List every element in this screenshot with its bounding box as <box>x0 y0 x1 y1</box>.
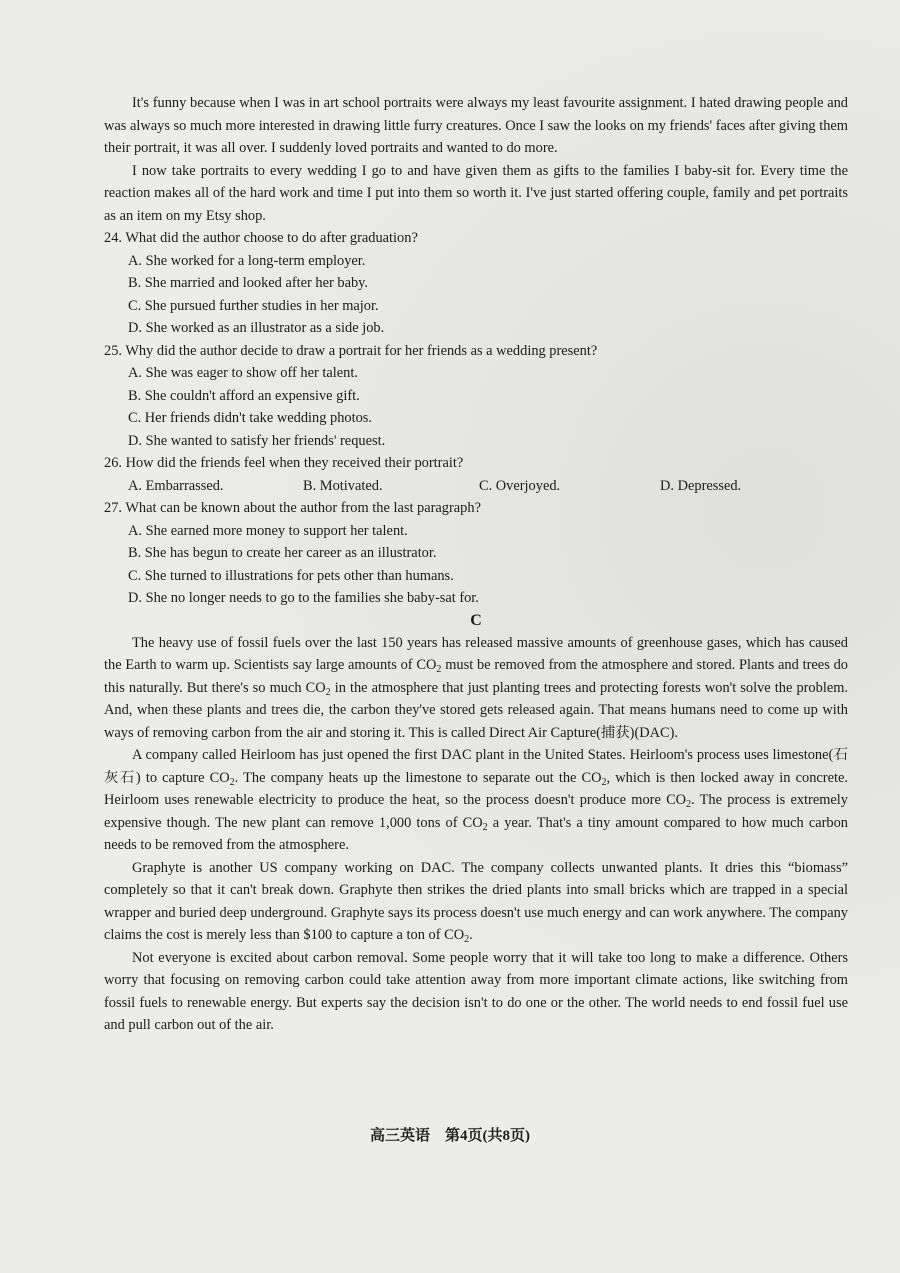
text-run: A company called Heirloom has just opened the first DAC plant in the United States. Heirloom's process uses limestone(石灰石) to capture CO <box>104 747 848 786</box>
text-run: The heavy use of fossil fuels over the last 150 years has released massive amounts of greenhouse gases, which has caused the Earth to warm up. Scientists say large amounts of CO <box>104 634 848 673</box>
question-stem: 24. What did the author choose to do after graduation? <box>104 230 418 246</box>
question-27 <box>104 497 848 610</box>
option-d: D. She no longer needs to go to the families she baby-sat for. <box>128 590 479 606</box>
option-d: D. She worked as an illustrator as a side job. <box>128 320 385 336</box>
question-24 <box>104 227 848 340</box>
passage-b-paragraph-2: I now take portraits to every wedding I go to and have given them as gifts to the families I baby-sit for. Every time the reaction makes all of the hard work and time I put into them so worth it. I've just started offering couple, family and pet portraits as an item on my Etsy shop. <box>104 162 848 224</box>
option-b: B. She couldn't afford an expensive gift. <box>128 387 360 404</box>
question-stem: 27. What can be known about the author from the last paragraph? <box>104 500 481 516</box>
question-stem: 25. Why did the author decide to draw a portrait for her friends as a wedding present? <box>104 342 598 359</box>
question-26 <box>104 452 848 497</box>
option-c: C. She pursued further studies in her major. <box>128 297 379 314</box>
option-c: C. She turned to illustrations for pets other than humans. <box>128 567 454 584</box>
option-a: A. She worked for a long-term employer. <box>128 252 366 269</box>
page-footer: 高三英语 第4页(共8页) <box>370 1128 530 1144</box>
question-25 <box>104 340 848 453</box>
text-run: . The process is extremely expensive though. The new plant can remove 1,000 tons of CO <box>104 792 848 831</box>
text-run: , which is then locked away in concrete. Heirloom uses renewable electricity to produce the heat, so the process doesn't produce more CO <box>104 769 848 808</box>
option-d: D. Depressed. <box>660 477 742 494</box>
subscript: 2 <box>482 821 488 833</box>
option-c: C. Her friends didn't take wedding photos. <box>128 410 372 426</box>
subscript: 2 <box>229 776 235 788</box>
text-run: . <box>469 927 473 943</box>
passage-b-paragraph-1: It's funny because when I was in art school portraits were always my least favourite assignment. I hated drawing people and was always so much more interested in drawing little furry creatures. Once I saw the looks on my friends' faces after giving them their portrait, it was all over. I suddenly loved portraits and wanted to do more. <box>104 95 848 156</box>
option-b: B. She married and looked after her baby. <box>128 275 369 291</box>
text-run: in the atmosphere that just planting trees and protecting forests won't solve the problem. And, when these plants and trees die, the carbon they've stored gets released again. That means humans need to come up with ways of removing carbon from the air and storing it. This is called Direct Air Capture(捕获)(DAC). <box>104 679 848 741</box>
option-d: D. She wanted to satisfy her friends' request. <box>128 432 386 449</box>
subscript: 2 <box>464 934 470 945</box>
page-content <box>104 92 848 1037</box>
option-b: B. Motivated. <box>303 477 383 494</box>
option-a: A. Embarrassed. <box>128 477 224 494</box>
passage-c-paragraph-4: Not everyone is excited about carbon removal. Some people worry that it will take too long to make a difference. Others worry that focusing on removing carbon could take attention away from more important climate actions, like switching from fossil fuels to renewable energy. But experts say the decision isn't to do one or the other. The world needs to end fossil fuel use and pull carbon out of the air. <box>104 949 848 1033</box>
question-stem: 26. How did the friends feel when they received their portrait? <box>104 455 464 471</box>
text-run: a year. That's a tiny amount compared to how much carbon needs to be removed from the atmosphere. <box>104 814 849 853</box>
subscript: 2 <box>436 664 442 675</box>
option-b: B. She has begun to create her career as an illustrator. <box>128 545 437 561</box>
option-a: A. She earned more money to support her talent. <box>128 522 408 539</box>
option-a: A. She was eager to show off her talent. <box>128 365 358 381</box>
section-heading-c: C <box>470 611 482 629</box>
subscript: 2 <box>686 799 692 810</box>
text-run: . The company heats up the limestone to separate out the CO <box>234 769 602 786</box>
text-run: Graphyte is another US company working on DAC. The company collects unwanted plants. It dries this “biomass” completely so that it can't break down. Graphyte then strikes the dried plants into small bricks which are trapped in a special wrapper and buried deep underground. Graphyte says its process doesn't use much energy and can work anywhere. The company claims the cost is merely less than $100 to capture a ton of CO <box>104 859 848 943</box>
passage-c-paragraph-2 <box>104 744 848 857</box>
subscript: 2 <box>325 686 331 698</box>
text-run: must be removed from the atmosphere and stored. Plants and trees do this naturally. But there's so much CO <box>104 657 848 696</box>
options-row <box>104 475 848 498</box>
passage-c-paragraph-1 <box>104 632 848 745</box>
subscript: 2 <box>601 776 607 788</box>
passage-c-paragraph-3 <box>104 857 848 947</box>
option-c: C. Overjoyed. <box>479 477 561 494</box>
